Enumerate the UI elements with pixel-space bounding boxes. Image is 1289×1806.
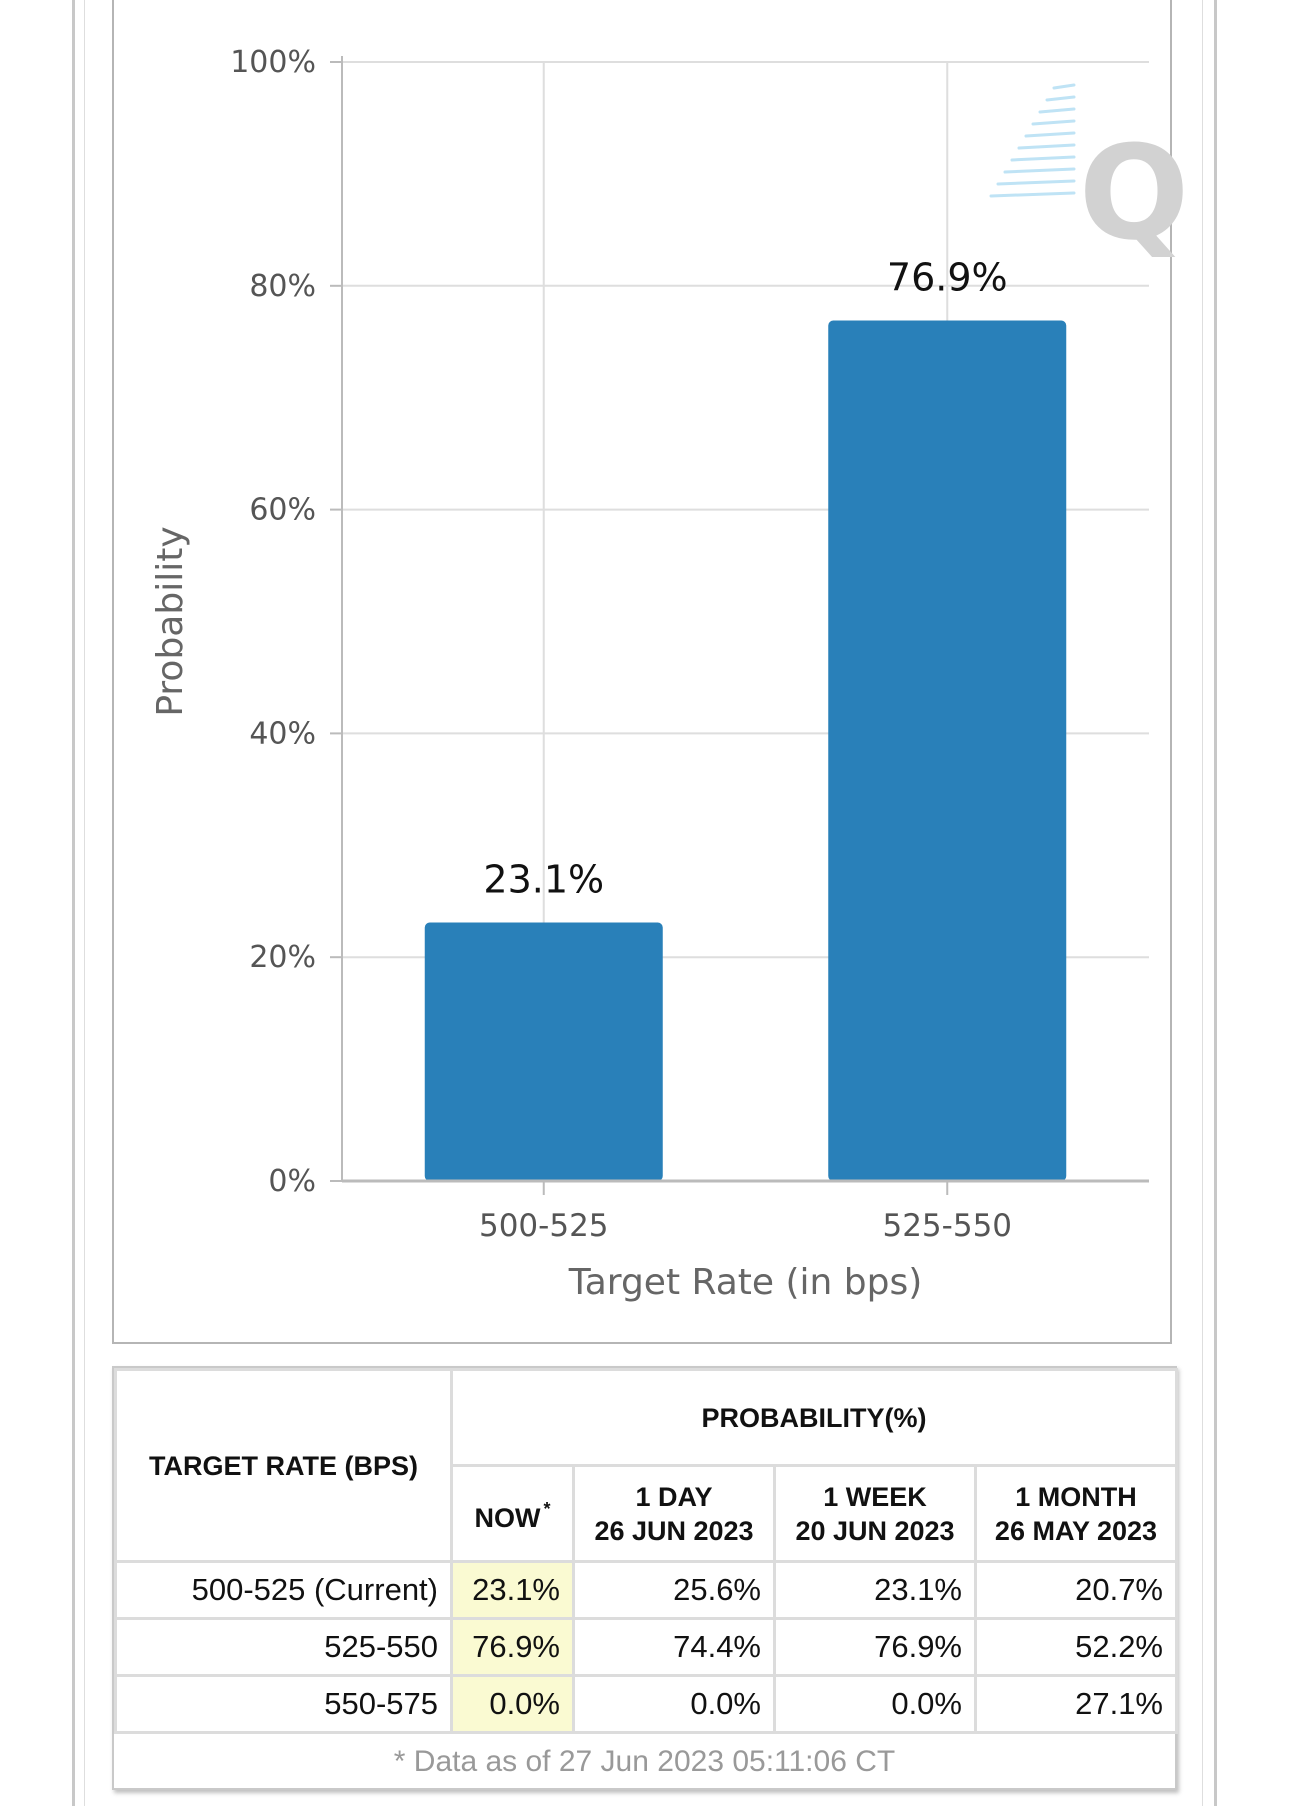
x-tick-label: 525-550	[882, 1208, 1013, 1244]
watermark-letter: Q	[1078, 117, 1190, 269]
watermark-stripe	[1019, 145, 1074, 148]
now-cell: 0.0%	[452, 1676, 574, 1733]
one-day-cell: 0.0%	[574, 1676, 775, 1733]
y-tick-label: 0%	[268, 1164, 316, 1199]
chart-panel	[112, 0, 1190, 1344]
table-row	[116, 1619, 1177, 1676]
now-cell: 76.9%	[452, 1619, 574, 1676]
watermark-stripe	[998, 181, 1074, 184]
data-timestamp-footnote: * Data as of 27 Jun 2023 05:11:06 CT	[393, 1745, 896, 1778]
now-header-label: NOW	[474, 1503, 541, 1533]
frame-left-border	[72, 0, 75, 1806]
y-tick-label: 80%	[249, 268, 316, 304]
one-week-cell: 23.1%	[775, 1562, 976, 1619]
one-month-cell: 27.1%	[976, 1676, 1177, 1733]
bar-data-label: 76.9%	[886, 255, 1008, 300]
now-header-asterisk: *	[543, 1499, 551, 1519]
watermark-stripe	[991, 193, 1074, 196]
rate-cell: 525-550	[116, 1619, 452, 1676]
one-day-date: 26 JUN 2023	[594, 1515, 754, 1546]
one-month-label: 1 MONTH	[1015, 1481, 1137, 1512]
probability-table-panel	[112, 1366, 1177, 1790]
one-month-cell: 20.7%	[976, 1562, 1177, 1619]
target-rate-header: TARGET RATE (BPS)	[116, 1370, 452, 1562]
probability-header: PROBABILITY(%)	[452, 1370, 1177, 1466]
frame-right-border	[1214, 0, 1217, 1806]
table-row	[116, 1676, 1177, 1733]
watermark-stripe	[1040, 109, 1074, 112]
frame-right-inner-border	[1202, 0, 1203, 1806]
rate-cell: 500-525 (Current)	[116, 1562, 452, 1619]
table-row	[116, 1562, 1177, 1619]
one-week-date: 20 JUN 2023	[795, 1515, 955, 1546]
y-tick-label: 60%	[249, 492, 316, 528]
watermark-stripe	[1054, 85, 1074, 88]
y-axis-title: Probability	[150, 526, 191, 717]
watermark-stripe	[1047, 97, 1074, 100]
one-day-header	[574, 1466, 775, 1562]
watermark-logo	[991, 85, 1189, 269]
one-week-header	[775, 1466, 976, 1562]
watermark-stripe	[1012, 157, 1074, 160]
y-tick-label: 40%	[249, 716, 316, 752]
probability-table	[114, 1368, 1178, 1734]
watermark-stripe	[1033, 121, 1074, 124]
one-month-header	[976, 1466, 1177, 1562]
one-week-cell: 76.9%	[775, 1619, 976, 1676]
watermark-stripe	[1005, 169, 1074, 172]
one-month-date: 26 MAY 2023	[994, 1515, 1158, 1546]
x-axis-title: Target Rate (in bps)	[568, 1262, 923, 1303]
bar-data-label: 23.1%	[483, 857, 605, 902]
one-week-label: 1 WEEK	[823, 1481, 927, 1512]
frame-left-inner-border	[84, 0, 85, 1806]
one-week-cell: 0.0%	[775, 1676, 976, 1733]
x-tick-label: 500-525	[478, 1208, 609, 1244]
probability-bar-chart	[114, 0, 1190, 1346]
one-month-cell: 52.2%	[976, 1619, 1177, 1676]
one-day-cell: 74.4%	[574, 1619, 775, 1676]
y-tick-label: 20%	[249, 940, 316, 976]
bar	[828, 320, 1066, 1181]
watermark-stripe	[1026, 133, 1074, 136]
one-day-cell: 25.6%	[574, 1562, 775, 1619]
bar	[425, 923, 663, 1181]
rate-cell: 550-575	[116, 1676, 452, 1733]
y-tick-label: 100%	[230, 45, 316, 80]
one-day-label: 1 DAY	[635, 1481, 713, 1512]
bar-layer	[425, 255, 1067, 1181]
now-cell: 23.1%	[452, 1562, 574, 1619]
now-header	[452, 1466, 574, 1562]
